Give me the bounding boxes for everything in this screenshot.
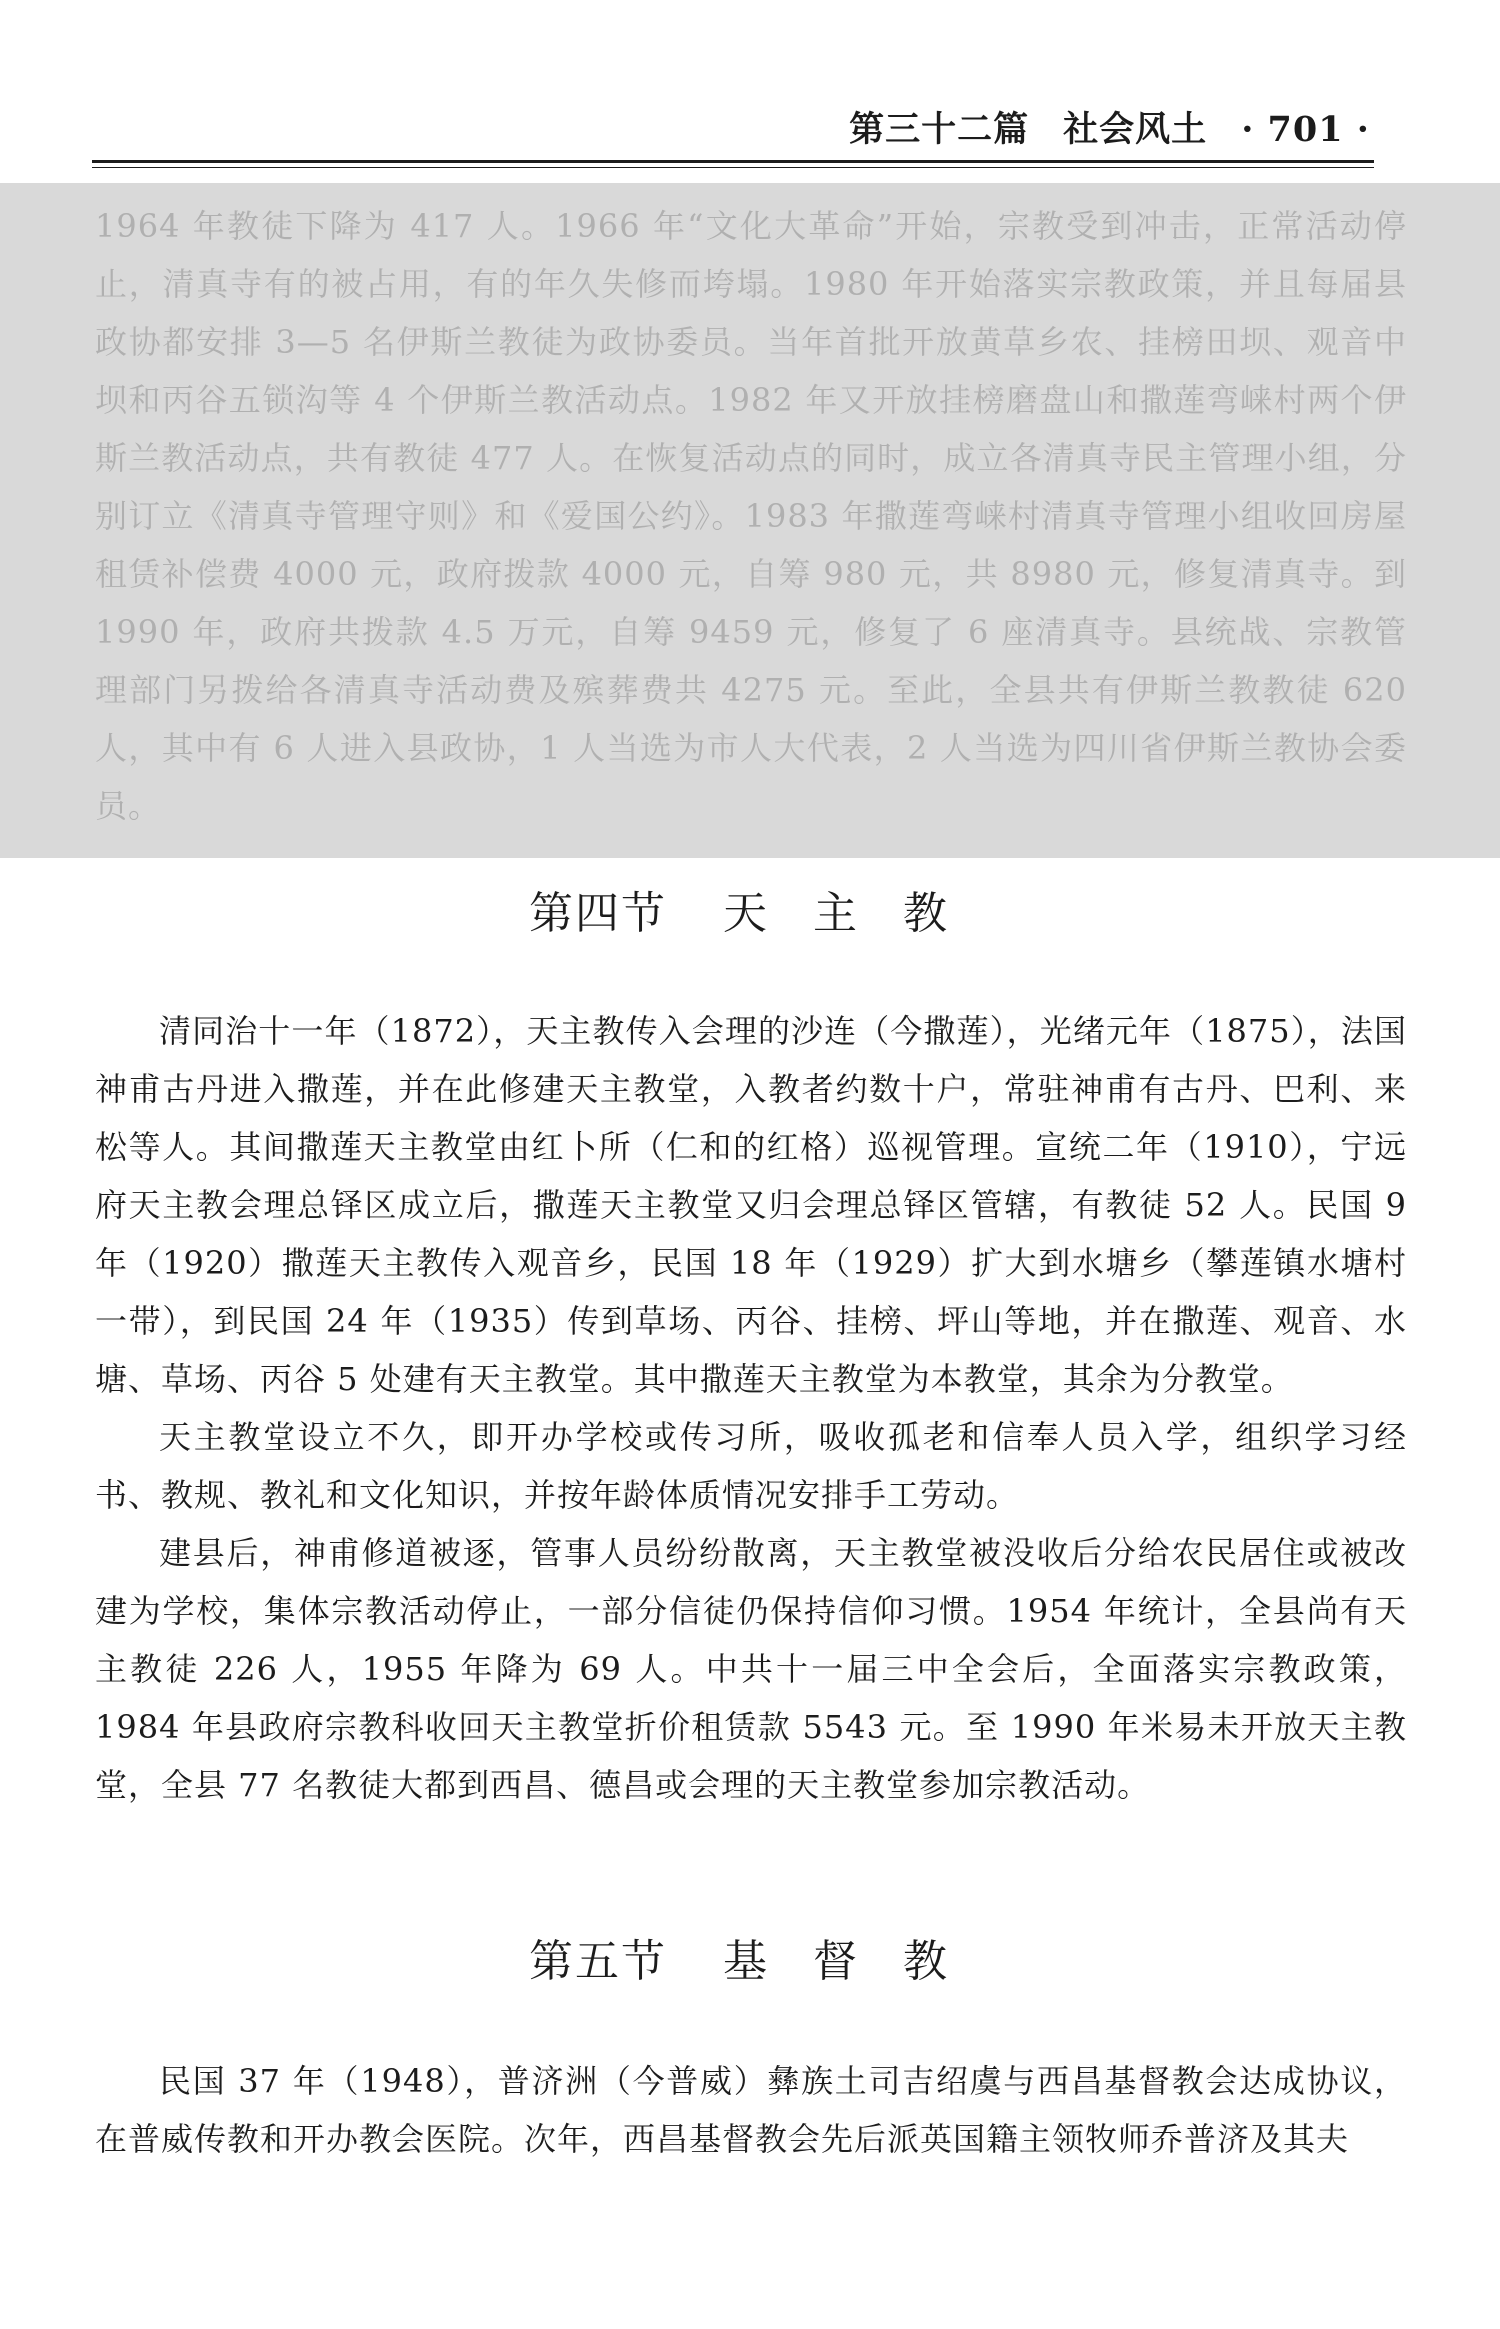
section-5-number: 第五节 [529, 1936, 667, 1987]
section-4-title-char: 天 [723, 888, 769, 939]
section-4-title-char: 主 [813, 888, 859, 939]
section-5-title-char: 基 [723, 1936, 769, 1987]
section-4-body [95, 1002, 1407, 1814]
section-5-paragraph-1: 民国 37 年（1948），普济洲（今普威）彝族土司吉绍虞与西昌基督教会达成协议，在普威传教和开办教会医院。次年，西昌基督教会先后派英国籍主领牧师乔普济及其夫 [95, 2062, 1407, 2158]
section-4-paragraph-2: 天主教堂设立不久，即开办学校或传习所，吸收孤老和信奉人员入学，组织学习经书、教规、教礼和文化知识，并按年龄体质情况安排手工劳动。 [95, 1418, 1407, 1514]
section-5-title-char: 督 [813, 1936, 859, 1987]
header-chapter: 第三十二篇 [849, 109, 1030, 150]
header-title: 社会风土 [1063, 109, 1208, 150]
running-header [95, 108, 1370, 152]
page-number: · 701 · [1241, 109, 1370, 150]
header-rule-thin [92, 167, 1374, 168]
header-rule-thick [92, 160, 1374, 163]
section-5-title-char: 教 [903, 1936, 949, 1987]
grey-overlay-block [0, 183, 1500, 858]
section-4-title-char: 教 [903, 888, 949, 939]
section-5-body [95, 2052, 1407, 2168]
section-4-heading [0, 886, 1500, 942]
section-4-paragraph-3: 建县后，神甫修道被逐，管事人员纷纷散离，天主教堂被没收后分给农民居住或被改建为学校，集体宗教活动停止，一部分信徒仍保持信仰习惯。1954 年统计，全县尚有天主教徒 226 人，1955 年降为 69 人。中共十一届三中全会后，全面落实宗教政策，1984 年县政府宗教科收回天主教堂折价租赁款 5543 元。至 1990 年米易未开放天主教堂，全县 77 名教徒大都到西昌、德昌或会理的天主教堂参加宗教活动。 [95, 1534, 1407, 1804]
section-5-heading [0, 1934, 1500, 1990]
section-4-paragraph-1: 清同治十一年（1872），天主教传入会理的沙连（今撒莲），光绪元年（1875），法国神甫古丹进入撒莲，并在此修建天主教堂，入教者约数十户，常驻神甫有古丹、巴利、来松等人。其间撒莲天主教堂由红卜所（仁和的红格）巡视管理。宣统二年（1910），宁远府天主教会理总铎区成立后，撒莲天主教堂又归会理总铎区管辖，有教徒 52 人。民国 9 年（1920）撒莲天主教传入观音乡，民国 18 年（1929）扩大到水塘乡（攀莲镇水塘村一带），到民国 24 年（1935）传到草场、丙谷、挂榜、坪山等地，并在撒莲、观音、水塘、草场、丙谷 5 处建有天主教堂。其中撒莲天主教堂为本教堂，其余为分教堂。 [95, 1012, 1407, 1398]
overlay-text: 1964 年教徒下降为 417 人。1966 年“文化大革命”开始，宗教受到冲击，正常活动停止，清真寺有的被占用，有的年久失修而垮塌。1980 年开始落实宗教政策，并且每届县政协都安排 3—5 名伊斯兰教徒为政协委员。当年首批开放黄草乡农、挂榜田坝、观音中坝和丙谷五锁沟等 4 个伊斯兰教活动点。1982 年又开放挂榜磨盘山和撒莲弯崃村两个伊斯兰教活动点，共有教徒 477 人。在恢复活动点的同时，成立各清真寺民主管理小组，分别订立《清真寺管理守则》和《爱国公约》。1983 年撒莲弯崃村清真寺管理小组收回房屋租赁补偿费 4000 元，政府拨款 4000 元，自筹 980 元，共 8980 元，修复清真寺。到 1990 年，政府共拨款 4.5 万元，自筹 9459 元，修复了 6 座清真寺。县统战、宗教管理部门另拨给各清真寺活动费及殡葬费共 4275 元。至此，全县共有伊斯兰教教徒 620 人，其中有 6 人进入县政协，1 人当选为市人大代表，2 人当选为四川省伊斯兰教协会委员。 [95, 207, 1407, 825]
section-4-number: 第四节 [529, 888, 667, 939]
